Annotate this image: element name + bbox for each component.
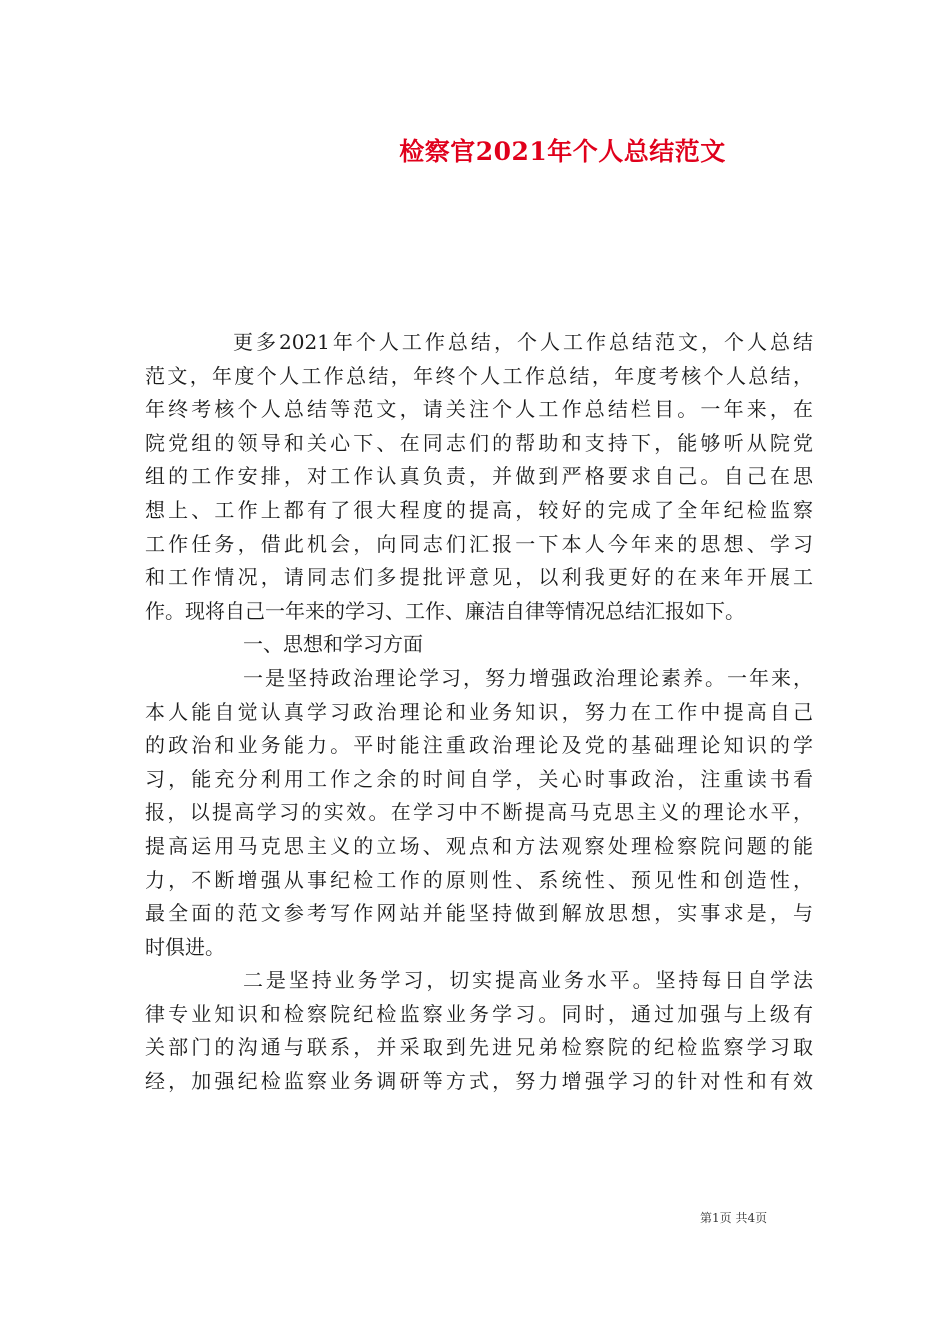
paragraph-line: 一是坚持政治理论学习，努力增强政治理论素养。一年来， bbox=[243, 665, 813, 690]
paragraph-line: 想上、工作上都有了很大程度的提高，较好的完成了全年纪检监察 bbox=[145, 497, 813, 522]
paragraph-line: 二是坚持业务学习，切实提高业务水平。坚持每日自学法 bbox=[243, 968, 813, 993]
paragraph-line: 律专业知识和检察院纪检监察业务学习。同时，通过加强与上级有 bbox=[145, 1001, 813, 1026]
document-title: 检察官2021年个人总结范文 bbox=[399, 137, 726, 166]
page-number: 第1页 共4页 bbox=[700, 1211, 768, 1225]
paragraph-line: 提高运用马克思主义的立场、观点和方法观察处理检察院问题的能 bbox=[145, 833, 813, 858]
paragraph-line: 年终考核个人总结等范文，请关注个人工作总结栏目。一年来，在 bbox=[145, 397, 813, 422]
paragraph-line: 时俱进。 bbox=[145, 934, 225, 959]
document-body bbox=[145, 326, 813, 1099]
paragraph-line: 和工作情况，请同志们多提批评意见，以利我更好的在来年开展工 bbox=[145, 565, 813, 590]
paragraph-line: 组的工作安排，对工作认真负责，并做到严格要求自己。自己在思 bbox=[145, 464, 813, 489]
section-heading: 一、思想和学习方面 bbox=[243, 632, 423, 657]
paragraph-line: 习，能充分利用工作之余的时间自学，关心时事政治，注重读书看 bbox=[145, 766, 813, 791]
paragraph-line: 工作任务，借此机会，向同志们汇报一下本人今年来的思想、学习 bbox=[145, 531, 813, 556]
paragraph-line: 更多2021年个人工作总结，个人工作总结范文，个人总结 bbox=[233, 330, 813, 354]
paragraph-line: 范文，年度个人工作总结，年终个人工作总结，年度考核个人总结， bbox=[145, 363, 813, 388]
paragraph-line: 力，不断增强从事纪检工作的原则性、系统性、预见性和创造性， bbox=[145, 867, 813, 892]
paragraph-line: 经，加强纪检监察业务调研等方式，努力增强学习的针对性和有效 bbox=[145, 1069, 813, 1094]
paragraph-line: 的政治和业务能力。平时能注重政治理论及党的基础理论知识的学 bbox=[145, 733, 813, 758]
paragraph-line: 最全面的范文参考写作网站并能坚持做到解放思想，实事求是，与 bbox=[145, 901, 813, 926]
paragraph-line: 本人能自觉认真学习政治理论和业务知识，努力在工作中提高自己 bbox=[145, 699, 813, 724]
paragraph-line: 报，以提高学习的实效。在学习中不断提高马克思主义的理论水平， bbox=[145, 800, 813, 825]
paragraph-line: 院党组的领导和关心下、在同志们的帮助和支持下，能够听从院党 bbox=[145, 430, 813, 455]
paragraph-line: 作。现将自己一年来的学习、工作、廉洁自律等情况总结汇报如下。 bbox=[145, 598, 745, 623]
paragraph-line: 关部门的沟通与联系，并采取到先进兄弟检察院的纪检监察学习取 bbox=[145, 1035, 813, 1060]
